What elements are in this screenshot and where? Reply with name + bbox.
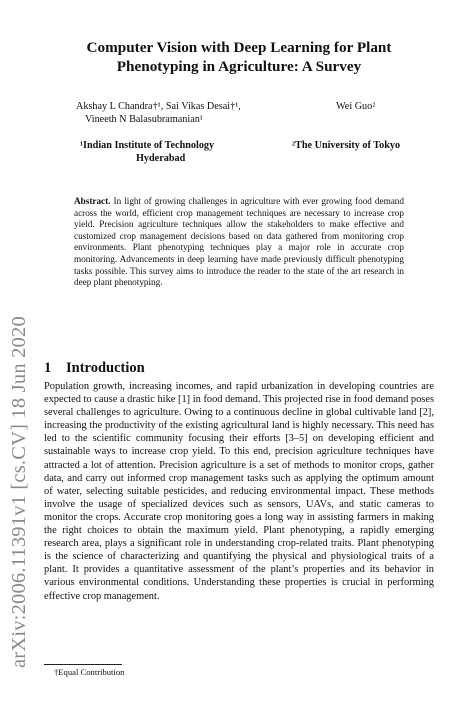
affiliation-1-line-2: Hyderabad [136,153,186,164]
section-heading [44,360,145,377]
author-right: Wei Guo² [336,101,376,112]
paper-title-line-2: Phenotyping in Agriculture: A Survey [116,58,362,75]
affiliation-1-line-1: ¹Indian Institute of Technology [80,140,215,151]
paper-title-line-1: Computer Vision with Deep Learning for Plant [86,39,392,56]
section-number: 1 [44,360,52,376]
abstract-label: Abstract. [74,196,111,206]
paper-title [44,38,434,76]
authors-line-1: Akshay L Chandra†¹, Sai Vikas Desai†¹, [76,101,241,112]
footnote: †Equal Contribution [54,667,125,677]
abstract [74,196,404,289]
section-title: Introduction [66,360,145,376]
arxiv-identifier-stamp: arXiv:2006.11391v1 [cs.CV] 18 Jun 2020 [8,316,30,668]
affiliation-2: ²The University of Tokyo [292,140,401,151]
introduction-paragraph: Population growth, increasing incomes, and rapid urbanization in developing countries are expected to cause a drastic hike [1] in food demand. This projected rise in food demand poses several challenges to agriculture. Owing to a continuous decline in global cultivable land [2], increasing the productivity of the existing agricultural land is highly necessary. This need has led to the scientific community focusing their efforts [3–5] on developing efficient and sustainable ways to increase crop yield. To this end, precision agriculture techniques have attracted a lot of attention. Precision agriculture is a set of methods to monitor crops, gather data, and carry out informed crop management tasks such as applying the optimum amount of water, selecting suitable pesticides, and reducing environmental impact. These methods involve the usage of specialized devices such as sensors, UAVs, and static cameras to monitor the crops. Accurate crop monitoring goes a long way in assisting farmers in making the right choices to obtain the maximum yield. Plant phenotyping, a rapidly emerging research area, plays a significant role in understanding crop-related traits. Plant phenotyping is the science of characterizing and quantifying the physical and physiological traits of a plant. It provides a quantitative assessment of the plant’s properties and its behavior in various environmental conditions. Understanding these properties is crucial in performing effective crop management. [44,381,434,602]
abstract-text: In light of growing challenges in agriculture with ever growing food demand across the world, efficient crop management techniques are necessary to increase crop yield. Precision agriculture techniques allow the stakeholders to make effective and customized crop management decisions based on data gathered from monitoring crop environments. Plant phenotyping techniques play a major role in accurate crop monitoring. Advancements in deep learning have made previously difficult phenotyping tasks possible. This survey aims to introduce the reader to the state of the art research in deep plant phenotyping. [74,196,404,288]
footnote-divider [44,664,122,665]
authors-line-2: Vineeth N Balasubramanian¹ [85,114,203,125]
